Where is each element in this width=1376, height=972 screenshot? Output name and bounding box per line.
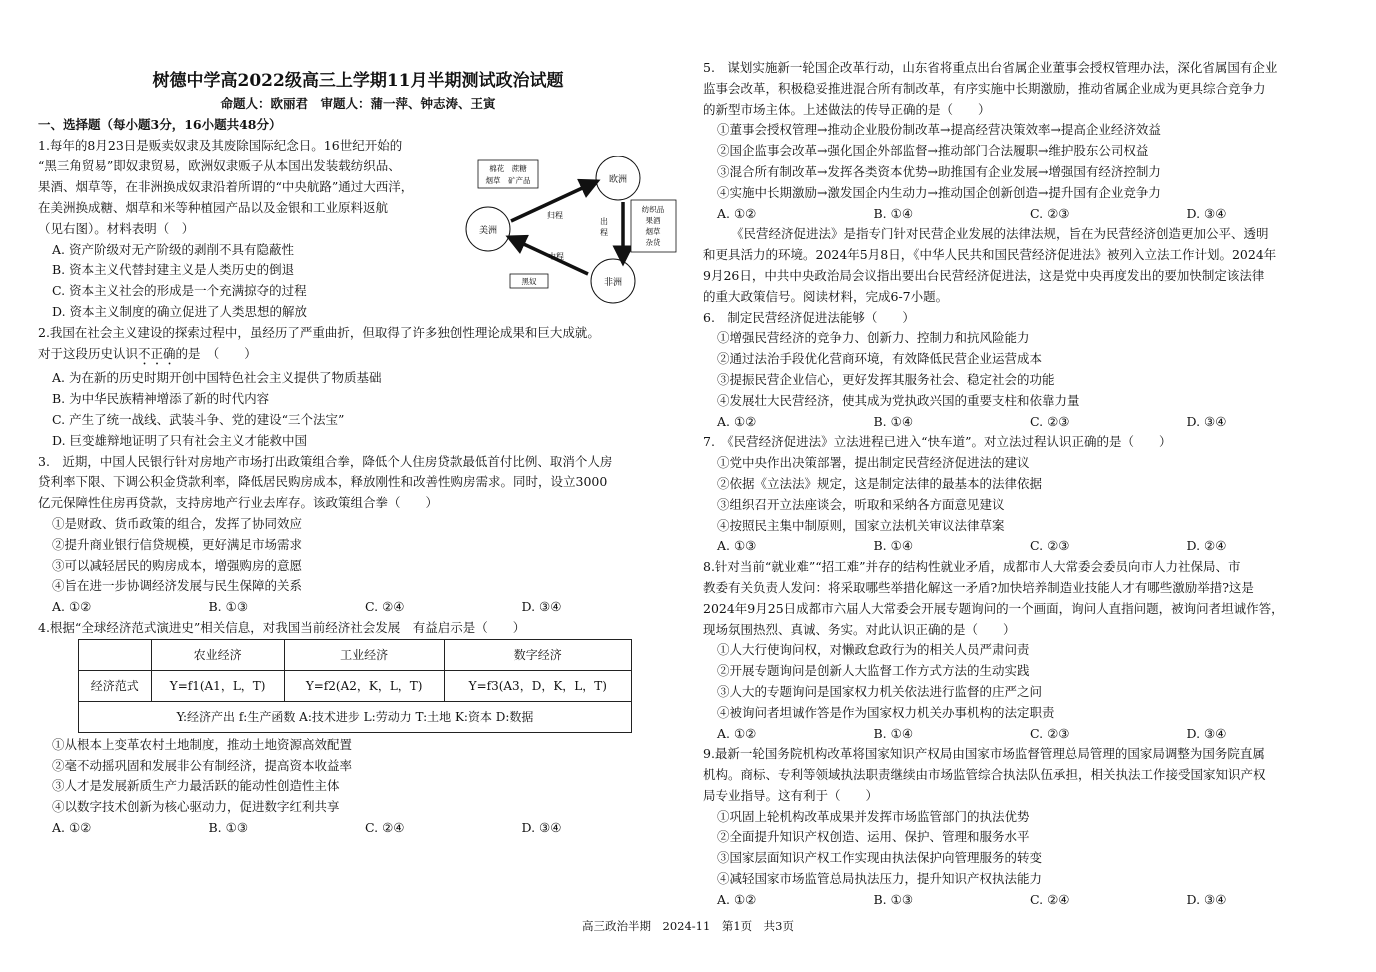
- goods-box-line2: 烟草 矿产品: [485, 176, 531, 185]
- question-4: [38, 618, 678, 839]
- q5-choice-c: C. ②③: [1030, 205, 1070, 221]
- q9-choice-a: A. ①②: [717, 891, 757, 907]
- q2-line2-pre: 对于这段历史认识: [38, 345, 139, 361]
- q4-choice-c: C. ②④: [365, 819, 405, 835]
- q5-choice-a: A. ①②: [717, 205, 757, 221]
- material-passage: [703, 224, 1343, 307]
- exam-authors: 命题人：欧丽君 审题人：蒲一萍、钟志涛、王寅: [220, 96, 496, 111]
- q6-choices: [703, 412, 1343, 433]
- table-header-agri: 农业经济: [151, 639, 284, 670]
- export-box-line: 杂货: [645, 238, 661, 247]
- slave-box-label: 黑奴: [521, 277, 537, 286]
- q3-choice-d: D. ③④: [521, 599, 562, 615]
- q9-line: 机构。商标、专利等领域执法职责继续由市场监管综合执法队伍承担，相关执法工作接受国家知识产权: [703, 767, 1266, 783]
- q8-choice-b: B. ①④: [873, 725, 914, 741]
- q4-choice-a: A. ①②: [52, 819, 92, 835]
- q8-item: ④被询问者坦诚作答是作为国家权力机关办事机构的法定职责: [717, 704, 1055, 720]
- q3-line: 贷利率下限、下调公积金贷款利率，降低居民购房成本，释放刚性和改善性购房需求。同时，设立3000: [38, 474, 608, 490]
- left-column: [38, 58, 678, 839]
- q3-choices: [38, 597, 678, 618]
- q4-stem: 4.根据“全球经济范式演进史”相关信息，对我国当前经济社会发展 有益启示是（ ）: [38, 619, 526, 635]
- america-label: 美洲: [478, 226, 498, 236]
- q8-item: ①人大行使询问权，对懒政怠政行为的相关人员严肃问责: [717, 642, 1030, 658]
- q5-line: 监事会改革，积极稳妥推进混合所有制改革，有序实施中长期激励，推动省属企业成为更具综合竞争力: [703, 80, 1266, 96]
- q7-item: ②依据《立法法》规定，这是制定法律的最基本的法律依据: [717, 475, 1043, 491]
- question-8: [703, 557, 1343, 744]
- q4-item: ②毫不动摇巩固和发展非公有制经济，提高资本收益率: [52, 757, 353, 773]
- q1-option: A. 资产阶级对无产阶级的剥削不具有隐蔽性: [52, 241, 294, 257]
- q7-choice-b: B. ①④: [873, 538, 914, 554]
- passage-line: 和更具活力的环境。2024年5月8日，《中华人民共和国民营经济促进法》被列入立法工作计划。2024年: [703, 247, 1277, 263]
- q4-choice-b: B. ①③: [208, 819, 249, 835]
- q2-option: C. 产生了统一战线、武装斗争、党的建设“三个法宝”: [52, 411, 345, 427]
- q8-item: ③人大的专题询问是国家权力机关依法进行监督的庄严之问: [717, 683, 1043, 699]
- table-note: Y:经济产出 f:生产函数 A:技术进步 L:劳动力 T:土地 K:资本 D:数据: [79, 701, 632, 732]
- q8-line: 现场氛围热烈、真诚、务实。对此认识正确的是（ ）: [703, 621, 1016, 637]
- q9-item: ②全面提升知识产权创造、运用、保护、管理和服务水平: [717, 829, 1030, 845]
- q9-item: ①巩固上轮机构改革成果并发挥市场监管部门的执法优势: [717, 808, 1030, 824]
- question-2: [38, 323, 678, 452]
- table-row-label: 经济范式: [79, 670, 152, 701]
- q5-line: 5. 谋划实施新一轮国企改革行动，山东省将重点出台省属企业董事会授权管理办法，深化省属国有企业: [703, 60, 1278, 75]
- q5-item: ③混合所有制改革→发挥各类资本优势→助推国有企业发展→增强国有经济控制力: [717, 163, 1161, 179]
- q4-choice-d: D. ③④: [521, 819, 562, 835]
- table-cell: Y=f2(A2，K，L，T): [284, 670, 444, 701]
- europe-label: 欧洲: [608, 175, 628, 185]
- question-7: [703, 432, 1343, 557]
- table-header-blank: [79, 639, 152, 670]
- q2-emphasis: 不正确: [138, 345, 176, 361]
- economy-table: [78, 639, 632, 733]
- q9-line: 局专业指导。这有利于（ ）: [703, 787, 879, 803]
- q1-line: 1.每年的8月23日是贩卖奴隶及其废除国际纪念日。16世纪开始的: [38, 137, 403, 153]
- q6-item: ②通过法治手段优化营商环境，有效降低民营企业运营成本: [717, 351, 1043, 367]
- question-5: [703, 58, 1343, 224]
- q5-item: ②国企监事会改革→强化国企外部监督→推动部门合法履职→维护股东公司权益: [717, 143, 1149, 159]
- q3-item: ②提升商业银行信贷规模，更好满足市场需求: [52, 536, 303, 552]
- q7-item: ③组织召开立法座谈会，听取和采纳各方面意见建议: [717, 496, 1005, 512]
- q6-item: ①增强民营经济的竞争力、创新力、控制力和抗风险能力: [717, 330, 1030, 346]
- q7-item: ④按照民主集中制原则，国家立法机关审议法律草案: [717, 517, 1005, 533]
- q6-item: ④发展壮大民营经济，使其成为党执政兴国的重要支柱和依靠力量: [717, 392, 1080, 408]
- q5-item: ①董事会授权管理→推动企业股份制改革→提高经营决策效率→提高企业经济效益: [717, 122, 1161, 138]
- q4-item: ④以数字技术创新为核心驱动力，促进数字红利共享: [52, 799, 340, 815]
- q8-choice-d: D. ③④: [1186, 725, 1227, 741]
- return-label: 归程: [547, 211, 563, 220]
- africa-label: 非洲: [603, 278, 623, 288]
- table-header-digital: 数字经济: [444, 639, 631, 670]
- q1-option: D. 资本主义制度的确立促进了人类思想的解放: [52, 303, 308, 319]
- export-box-line: 烟草: [645, 227, 661, 236]
- q2-line: 2.我国在社会主义建设的探索过程中，虽经历了严重曲折，但取得了许多独创性理论成果和巨大成就。: [38, 324, 600, 340]
- section-heading: 一、选择题（每小题3分，16小题共48分）: [38, 116, 282, 132]
- q9-item: ③国家层面知识产权工作实现由执法保护向管理服务的转变: [717, 850, 1043, 866]
- q8-line: 8.针对当前“就业难”“招工难”并存的结构性就业矛盾，成都市人大常委会委员向市人力社保局、市: [703, 559, 1241, 575]
- middle-label: 中程: [548, 252, 564, 261]
- q8-item: ②开展专题询问是创新人大监督工作方式方法的生动实践: [717, 663, 1030, 679]
- q3-line: 3. 近期，中国人民银行针对房地产市场打出政策组合拳，降低个人住房贷款最低首付比例、取消个人房: [38, 453, 613, 469]
- q6-choice-c: C. ②③: [1030, 413, 1070, 429]
- right-column: [703, 58, 1343, 911]
- q3-item: ④旨在进一步协调经济发展与民生保障的关系: [52, 578, 303, 594]
- q4-item: ①从根本上变革农村土地制度，推动土地资源高效配置: [52, 736, 353, 752]
- q4-item: ③人才是发展新质生产力最活跃的能动性创造性主体: [52, 778, 340, 794]
- q9-choices: [703, 890, 1343, 911]
- table-cell: Y=f1(A1，L，T): [151, 670, 284, 701]
- q1-line: 在美洲换成糖、烟草和米等种植园产品以及金银和工业原料返航: [38, 199, 389, 215]
- q6-item: ③提振民营企业信心，更好发挥其服务社会、稳定社会的功能: [717, 371, 1055, 387]
- q2-line: [38, 344, 678, 365]
- q6-choice-b: B. ①④: [873, 413, 914, 429]
- q2-option: A. 为在新的历史时期开创中国特色社会主义提供了物质基础: [52, 370, 382, 386]
- q7-choice-c: C. ②③: [1030, 538, 1070, 554]
- q7-stem: 7. 《民营经济促进法》立法进程已进入“快车道”。对立法过程认识正确的是（ ）: [703, 434, 1172, 450]
- q2-option: D. 巨变雄辩地证明了只有社会主义才能救中国: [52, 432, 308, 448]
- q2-option: B. 为中华民族精神增添了新的时代内容: [52, 391, 270, 407]
- q1-line: “黑三角贸易”即奴隶贸易，欧洲奴隶贩子从本国出发装载纺织品、: [38, 158, 401, 174]
- q5-choice-b: B. ①④: [873, 205, 914, 221]
- q7-item: ①党中央作出决策部署，提出制定民营经济促进法的建议: [717, 455, 1030, 471]
- q7-choice-a: A. ①③: [717, 538, 757, 554]
- table-cell: Y=f3(A3，D，K，L，T): [444, 670, 631, 701]
- q6-stem: 6. 制定民营经济促进法能够（ ）: [703, 309, 915, 325]
- question-6: [703, 308, 1343, 433]
- passage-line: 9月26日，中共中央政治局会议指出要出台民营经济促进法，这是党中央再度发出的要加快制定该法律: [703, 267, 1265, 283]
- q9-choice-b: B. ①③: [873, 891, 914, 907]
- q3-choice-b: B. ①③: [208, 599, 249, 615]
- q5-choice-d: D. ③④: [1186, 205, 1227, 221]
- q9-line: 9.最新一轮国务院机构改革将国家知识产权局由国家市场监督管理总局管理的国家局调整为国务院直属: [703, 746, 1265, 762]
- q3-item: ③可以减轻居民的购房成本，增强购房的意愿: [52, 557, 303, 573]
- q3-choice-c: C. ②④: [365, 599, 405, 615]
- q3-line: 亿元保障性住房再贷款，支持房地产行业去库存。该政策组合拳（ ）: [38, 495, 439, 511]
- q1-line: 果酒、烟草等，在非洲换成奴隶沿着所谓的“中央航路”通过大西洋，: [38, 179, 414, 195]
- question-9: [703, 744, 1343, 910]
- export-box-line: 纺织品: [641, 205, 665, 214]
- q5-line: 的新型市场主体。上述做法的传导正确的是（ ）: [703, 101, 991, 117]
- question-3: [38, 452, 678, 618]
- q8-choice-c: C. ②③: [1030, 725, 1070, 741]
- exam-title: 树德中学高2022级高三上学期11月半期测试政治试题: [152, 71, 564, 91]
- outbound-label-1: 出: [600, 217, 608, 226]
- q9-item: ④减轻国家市场监管总局执法压力，提升知识产权执法能力: [717, 871, 1043, 887]
- q3-choice-a: A. ①②: [52, 599, 92, 615]
- q7-choices: [703, 536, 1343, 557]
- q5-choices: [703, 204, 1343, 225]
- q5-item: ④实施中长期激励→激发国企内生动力→推动国企创新创造→提升国有企业竞争力: [717, 184, 1161, 200]
- q9-choice-d: D. ③④: [1186, 891, 1227, 907]
- q2-line2-post: 的是 （ ）: [175, 345, 257, 361]
- q8-choices: [703, 724, 1343, 745]
- triangle-trade-diagram: [463, 156, 678, 306]
- q3-item: ①是财政、货币政策的组合，发挥了协同效应: [52, 515, 303, 531]
- goods-box-line1: 棉花 蔗糖: [489, 164, 527, 173]
- q7-choice-d: D. ②④: [1186, 538, 1227, 554]
- q8-choice-a: A. ①②: [717, 725, 757, 741]
- q6-choice-a: A. ①②: [717, 413, 757, 429]
- table-header-industry: 工业经济: [284, 639, 444, 670]
- q1-line: （见右图）。材料表明（ ）: [38, 220, 195, 236]
- q1-option: B. 资本主义代替封建主义是人类历史的倒退: [52, 262, 295, 278]
- passage-line: 的重大政策信号。阅读材料，完成6-7小题。: [703, 288, 949, 304]
- q8-line: 2024年9月25日成都市六届人大常委会开展专题询问的一个画面，询问人直指问题，被询问者坦诚作答，: [703, 600, 1284, 616]
- q6-choice-d: D. ③④: [1186, 413, 1227, 429]
- q9-choice-c: C. ②④: [1030, 891, 1070, 907]
- export-box-line: 果酒: [645, 216, 661, 225]
- outbound-label-2: 程: [600, 228, 608, 237]
- q4-choices: [38, 818, 678, 839]
- q8-line: 教委有关负责人发问：将采取哪些举措化解这一矛盾?加快培养制造业技能人才有哪些激励举措?这是: [703, 579, 1254, 595]
- page-footer: 高三政治半期 2024-11 第1页 共3页: [582, 919, 794, 933]
- passage-line: 《民营经济促进法》是指专门针对民营企业发展的法律法规，旨在为民营经济创造更加公平、透明: [731, 226, 1269, 242]
- q1-option: C. 资本主义社会的形成是一个充满掠夺的过程: [52, 283, 307, 299]
